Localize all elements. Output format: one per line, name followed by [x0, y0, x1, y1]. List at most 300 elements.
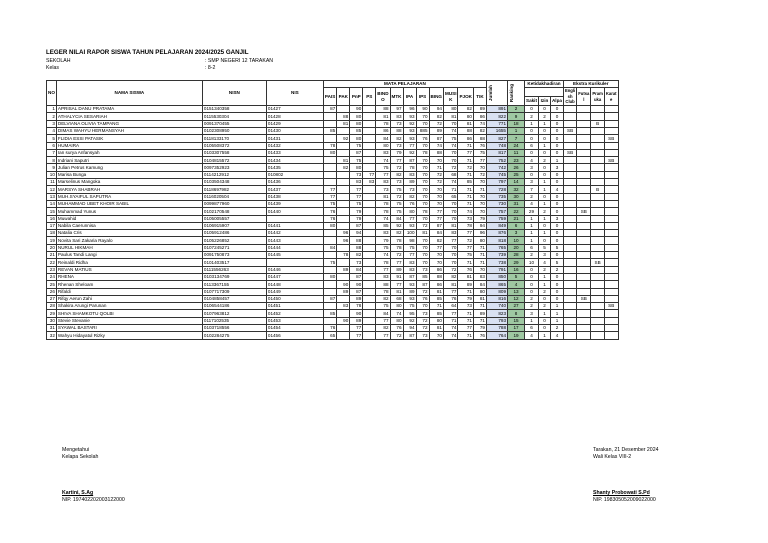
table-row: [47, 157, 619, 164]
table-cell: 01447: [266, 273, 323, 280]
table-cell: 75: [350, 142, 363, 149]
table-cell: 93: [403, 127, 416, 134]
table-cell: 3: [538, 252, 550, 259]
table-cell: 13: [508, 288, 525, 295]
table-cell: [363, 266, 376, 273]
table-cell: 1: [550, 303, 563, 310]
table-cell: 77: [403, 215, 416, 222]
table-cell: HUMAIRA: [56, 142, 202, 149]
table-row: [47, 295, 619, 302]
table-cell: 74: [444, 332, 458, 339]
footer-left-line1: Mengetahui: [62, 447, 90, 453]
table-cell: 70: [416, 237, 429, 244]
table-cell: 87: [403, 157, 416, 164]
table-cell: [563, 266, 576, 273]
table-cell: 15: [508, 317, 525, 324]
table-cell: 27: [508, 303, 525, 310]
table-row: [47, 259, 619, 266]
table-cell: 6: [525, 324, 539, 331]
footer-right: [593, 447, 658, 461]
table-cell: 83: [350, 179, 363, 186]
table-cell: 4: [47, 127, 57, 134]
table-cell: 70: [444, 244, 458, 251]
footer-right-line1: Tarakan, 21 Desember 2024: [593, 447, 659, 453]
table-cell: 70: [474, 179, 487, 186]
table-cell: [604, 237, 618, 244]
table-cell: [604, 281, 618, 288]
table-cell: 0: [538, 193, 550, 200]
table-cell: 80: [350, 135, 363, 142]
table-cell: 86: [376, 127, 390, 134]
table-cell: [337, 179, 350, 186]
table-cell: 757: [487, 208, 508, 215]
table-cell: 1: [47, 106, 57, 113]
table-cell: 76: [323, 215, 336, 222]
table-cell: [363, 215, 376, 222]
table-cell: 24: [47, 273, 57, 280]
table-cell: 71: [474, 303, 487, 310]
table-cell: [337, 171, 350, 178]
table-cell: 71: [458, 310, 474, 317]
table-cell: [363, 200, 376, 207]
table-cell: 70: [416, 142, 429, 149]
table-cell: 84: [350, 266, 363, 273]
table-cell: 72: [416, 324, 429, 331]
table-cell: 84: [474, 281, 487, 288]
table-cell: [604, 164, 618, 171]
table-cell: 01452: [266, 310, 323, 317]
table-cell: [337, 142, 350, 149]
table-cell: 88: [429, 273, 443, 280]
table-cell: 01428: [266, 113, 323, 120]
table-cell: 82: [403, 193, 416, 200]
table-cell: 81: [458, 120, 474, 127]
table-cell: 94: [350, 230, 363, 237]
table-cell: 72: [444, 164, 458, 171]
table-cell: [591, 310, 604, 317]
table-cell: [563, 259, 576, 266]
table-cell: [363, 106, 376, 113]
table-cell: 87: [350, 222, 363, 229]
table-cell: 765: [487, 244, 508, 251]
table-cell: 32: [508, 186, 525, 193]
table-cell: 70: [444, 200, 458, 207]
table-cell: [563, 186, 576, 193]
table-cell: 739: [487, 252, 508, 259]
table-cell: 0105508372: [202, 142, 266, 149]
table-cell: 85: [323, 127, 336, 134]
table-cell: 79: [390, 149, 403, 156]
table-cell: 84: [376, 310, 390, 317]
table-cell: 82: [474, 127, 487, 134]
table-row: [47, 215, 619, 222]
table-cell: [337, 222, 350, 229]
table-cell: [604, 171, 618, 178]
table-cell: 0115530304: [202, 113, 266, 120]
table-cell: 0: [550, 149, 563, 156]
table-cell: 75: [390, 200, 403, 207]
table-cell: 01453: [266, 317, 323, 324]
table-cell: [337, 186, 350, 193]
table-cell: [363, 127, 376, 134]
table-cell: 21: [47, 252, 57, 259]
table-cell: 76: [416, 295, 429, 302]
table-cell: 75: [376, 164, 390, 171]
homeroom-teacher-nip: NIP. 198305052009022000: [593, 497, 656, 503]
table-cell: [563, 252, 576, 259]
table-cell: 20: [47, 244, 57, 251]
table-cell: 6: [525, 244, 539, 251]
table-cell: 89: [337, 266, 350, 273]
table-cell: [591, 157, 604, 164]
table-cell: [577, 303, 591, 310]
table-cell: 84: [323, 244, 336, 251]
table-cell: 90: [337, 281, 350, 288]
table-cell: 0118133170: [202, 135, 266, 142]
table-cell: 876: [487, 230, 508, 237]
table-cell: [591, 208, 604, 215]
table-cell: [604, 288, 618, 295]
table-cell: 30: [508, 193, 525, 200]
table-cell: 12: [47, 186, 57, 193]
table-cell: 86: [474, 113, 487, 120]
col-absen: Sakit: [525, 97, 539, 106]
table-cell: 77: [390, 281, 403, 288]
table-cell: [363, 113, 376, 120]
table-cell: 72: [458, 164, 474, 171]
table-row: [47, 244, 619, 251]
table-cell: [577, 230, 591, 237]
table-cell: [604, 252, 618, 259]
table-cell: 87: [403, 332, 416, 339]
table-cell: [577, 222, 591, 229]
table-cell: 0: [550, 281, 563, 288]
table-cell: 79: [474, 324, 487, 331]
table-cell: 96: [474, 230, 487, 237]
table-cell: [563, 324, 576, 331]
table-cell: 4: [525, 332, 539, 339]
table-cell: 0: [550, 171, 563, 178]
table-cell: SB: [577, 295, 591, 302]
table-cell: 81: [429, 288, 443, 295]
table-cell: DELVIANA OLIVIA TAMPANG: [56, 120, 202, 127]
table-cell: [577, 288, 591, 295]
table-cell: MARSYA SHABRAH: [56, 186, 202, 193]
table-cell: 77: [363, 171, 376, 178]
table-cell: [591, 237, 604, 244]
table-cell: 0: [550, 106, 563, 113]
table-cell: 75: [323, 259, 336, 266]
table-cell: [577, 237, 591, 244]
table-cell: 70: [416, 179, 429, 186]
table-cell: [577, 281, 591, 288]
table-cell: 77: [458, 324, 474, 331]
table-cell: [323, 252, 336, 259]
table-cell: 73: [416, 332, 429, 339]
table-cell: 0111556263: [202, 266, 266, 273]
table-cell: [563, 295, 576, 302]
table-cell: DIMAS WAHYU HERMANSYAH: [56, 127, 202, 134]
table-row: [47, 317, 619, 324]
table-cell: Muwahid: [56, 215, 202, 222]
table-cell: 77: [403, 142, 416, 149]
table-cell: [591, 288, 604, 295]
table-cell: 71: [458, 142, 474, 149]
table-row: [47, 230, 619, 237]
table-cell: 73: [390, 120, 403, 127]
table-cell: [577, 266, 591, 273]
table-cell: 01446: [266, 266, 323, 273]
table-cell: 01450: [266, 295, 323, 302]
table-cell: 72: [390, 332, 403, 339]
table-cell: 728: [487, 186, 508, 193]
table-cell: 0151340358: [202, 106, 266, 113]
table-cell: [591, 303, 604, 310]
table-cell: [577, 164, 591, 171]
col-subject: IPS: [416, 88, 429, 106]
table-cell: 78: [376, 259, 390, 266]
table-cell: 77: [350, 186, 363, 193]
table-cell: 74: [444, 142, 458, 149]
table-cell: 2: [525, 252, 539, 259]
table-cell: [363, 157, 376, 164]
table-cell: 71: [458, 200, 474, 207]
table-cell: 809: [487, 288, 508, 295]
table-cell: 01432: [266, 142, 323, 149]
table-cell: [591, 135, 604, 142]
table-cell: [591, 113, 604, 120]
table-cell: SB: [577, 208, 591, 215]
table-cell: 82: [376, 324, 390, 331]
table-cell: 010802: [266, 171, 323, 178]
table-cell: [363, 317, 376, 324]
table-cell: 0: [550, 142, 563, 149]
table-row: [47, 106, 619, 113]
table-cell: 793: [487, 317, 508, 324]
table-cell: [591, 266, 604, 273]
col-jumlah: Jumlah: [487, 81, 508, 106]
table-cell: 0: [538, 222, 550, 229]
table-cell: 80: [350, 113, 363, 120]
table-cell: [604, 127, 618, 134]
table-cell: 20: [508, 244, 525, 251]
document-title: LEGER NILAI RAPOR SISWA TAHUN PELAJARAN 2024/2025 GANJIL: [46, 49, 249, 56]
table-cell: 4: [538, 259, 550, 266]
table-cell: 74: [474, 120, 487, 127]
table-cell: 0: [550, 120, 563, 127]
table-row: [47, 332, 619, 339]
table-cell: 94: [429, 106, 443, 113]
table-cell: 80: [390, 317, 403, 324]
table-cell: 77: [474, 157, 487, 164]
table-cell: [266, 259, 323, 266]
table-cell: 84: [376, 135, 390, 142]
table-cell: 24: [508, 142, 525, 149]
table-cell: [604, 113, 618, 120]
table-cell: [577, 244, 591, 251]
table-cell: 1: [550, 317, 563, 324]
table-cell: 89: [403, 288, 416, 295]
table-cell: 72: [429, 120, 443, 127]
table-cell: [563, 179, 576, 186]
table-cell: 70: [444, 259, 458, 266]
table-cell: [563, 215, 576, 222]
footer-left-line2: Kelapa Sekolah: [62, 454, 99, 460]
table-cell: 16: [508, 266, 525, 273]
table-cell: 0107717309: [202, 288, 266, 295]
table-cell: 3: [550, 164, 563, 171]
table-cell: Indriani Saputri: [56, 157, 202, 164]
table-cell: 32: [47, 332, 57, 339]
table-cell: [563, 171, 576, 178]
table-cell: [363, 135, 376, 142]
table-cell: [363, 332, 376, 339]
table-cell: 0: [550, 135, 563, 142]
table-row: [47, 113, 619, 120]
table-cell: 735: [487, 193, 508, 200]
meta-line: [46, 58, 273, 65]
table-cell: 71: [458, 259, 474, 266]
table-cell: 3: [525, 179, 539, 186]
table-cell: 77: [458, 244, 474, 251]
table-cell: 0091370455: [202, 120, 266, 127]
table-cell: 4: [525, 200, 539, 207]
table-cell: 71: [444, 317, 458, 324]
table-row: [47, 171, 619, 178]
table-cell: 7: [508, 135, 525, 142]
table-cell: 78: [403, 164, 416, 171]
table-cell: [363, 164, 376, 171]
table-cell: [577, 186, 591, 193]
col-nisn: NISN: [202, 81, 266, 106]
table-cell: 01433: [266, 149, 323, 156]
table-cell: 100: [403, 230, 416, 237]
table-cell: 730: [487, 200, 508, 207]
table-cell: 79: [458, 295, 474, 302]
table-cell: 83: [444, 230, 458, 237]
table-cell: 885: [416, 127, 429, 134]
table-cell: 4: [550, 332, 563, 339]
table-cell: [591, 230, 604, 237]
table-cell: 2: [538, 208, 550, 215]
table-cell: 70: [474, 193, 487, 200]
table-cell: SB: [563, 127, 576, 134]
table-cell: 78: [337, 252, 350, 259]
table-cell: 89: [403, 179, 416, 186]
meta-label: SEKOLAH: [46, 58, 71, 64]
table-cell: 77: [429, 215, 443, 222]
table-cell: 70: [416, 171, 429, 178]
col-ekstra: Futsa l: [577, 88, 591, 106]
table-cell: Natalia Cris: [56, 230, 202, 237]
table-cell: 6: [47, 142, 57, 149]
table-cell: 0103307558: [202, 149, 266, 156]
footer-left: [62, 447, 98, 461]
table-cell: 01441: [266, 222, 323, 229]
table-cell: 0: [550, 237, 563, 244]
table-cell: 85: [416, 273, 429, 280]
table-cell: [363, 259, 376, 266]
table-cell: 72: [390, 164, 403, 171]
table-cell: 87: [350, 273, 363, 280]
table-cell: 80: [350, 120, 363, 127]
table-cell: 0114212912: [202, 171, 266, 178]
table-cell: [577, 200, 591, 207]
table-cell: 01429: [266, 120, 323, 127]
table-cell: 01444: [266, 244, 323, 251]
table-cell: 30: [47, 317, 57, 324]
table-cell: 70: [474, 164, 487, 171]
table-cell: 76: [416, 135, 429, 142]
table-cell: [563, 200, 576, 207]
table-cell: 2: [47, 113, 57, 120]
table-cell: 93: [403, 113, 416, 120]
table-cell: [337, 244, 350, 251]
footer-right-line2: Wali Kelas VIII-2: [593, 454, 632, 460]
table-cell: 15: [47, 208, 57, 215]
table-cell: [604, 186, 618, 193]
table-cell: 88: [350, 244, 363, 251]
table-cell: 89: [390, 266, 403, 273]
table-cell: 78: [376, 288, 390, 295]
table-cell: 83: [474, 273, 487, 280]
table-cell: 23: [47, 266, 57, 273]
table-row: [47, 193, 619, 200]
table-cell: SB: [591, 259, 604, 266]
table-row: [47, 222, 619, 229]
table-cell: 0103504348: [202, 179, 266, 186]
table-cell: [604, 200, 618, 207]
table-cell: 0: [550, 179, 563, 186]
table-cell: 68: [444, 171, 458, 178]
table-cell: 77: [390, 259, 403, 266]
table-cell: Marselinus Mangoka: [56, 179, 202, 186]
table-cell: [337, 215, 350, 222]
table-cell: 78: [416, 208, 429, 215]
table-row: [47, 164, 619, 171]
table-cell: 70: [429, 157, 443, 164]
table-cell: 90: [416, 106, 429, 113]
table-cell: APRISAL DANU PRATAMA: [56, 106, 202, 113]
table-cell: 0: [550, 113, 563, 120]
table-row: [47, 186, 619, 193]
table-cell: 827: [487, 135, 508, 142]
table-cell: 71: [458, 317, 474, 324]
table-cell: Rifaldi: [56, 288, 202, 295]
table-cell: 78: [323, 142, 336, 149]
table-cell: 89: [429, 127, 443, 134]
table-row: [47, 200, 619, 207]
table-cell: 1: [538, 200, 550, 207]
table-cell: 71: [458, 193, 474, 200]
col-nama-siswa: NAMA SISWA: [56, 81, 202, 106]
table-cell: 2: [508, 106, 525, 113]
table-cell: 797: [487, 179, 508, 186]
table-cell: 74: [390, 310, 403, 317]
table-cell: 70: [429, 200, 443, 207]
table-cell: 72: [458, 237, 474, 244]
table-cell: 818: [487, 237, 508, 244]
table-cell: 791: [487, 266, 508, 273]
table-cell: 77: [350, 324, 363, 331]
table-cell: 1: [525, 237, 539, 244]
table-cell: 80: [474, 288, 487, 295]
table-cell: 70: [429, 186, 443, 193]
table-cell: 752: [487, 157, 508, 164]
table-cell: NURUL HIKMAH: [56, 244, 202, 251]
table-cell: 78: [376, 208, 390, 215]
table-cell: 80: [403, 208, 416, 215]
